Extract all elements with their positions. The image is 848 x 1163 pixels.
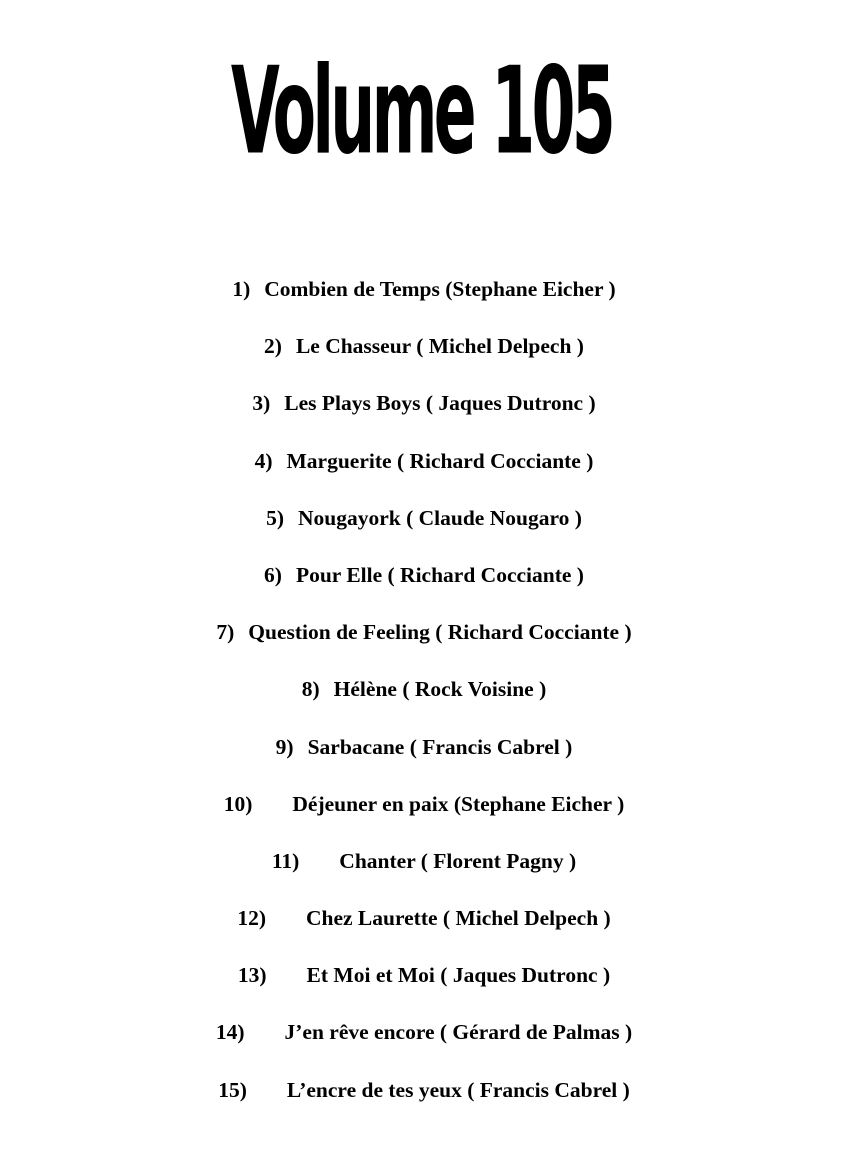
list-item: [0, 842, 848, 899]
track-number: 5): [266, 505, 284, 530]
track-number: 6): [264, 562, 282, 587]
track-number: 14): [215, 1020, 245, 1045]
track-title: Question de Feeling ( Richard Cocciante ): [248, 620, 632, 645]
track-title: Pour Elle ( Richard Cocciante ): [295, 562, 584, 587]
track-title: Les Plays Boys ( Jaques Dutronc ): [284, 391, 596, 416]
list-item: [0, 270, 848, 327]
list-item: [0, 442, 848, 499]
track-title: J’en rêve encore ( Gérard de Palmas ): [284, 1020, 633, 1045]
track-number: 1): [232, 277, 251, 301]
list-item: [0, 1071, 848, 1128]
list-item: [0, 956, 848, 1013]
track-title: Combien de Temps (Stephane Eicher ): [264, 277, 616, 301]
track-title: Et Moi et Moi ( Jaques Dutronc ): [306, 963, 611, 988]
track-title: Sarbacane ( Francis Cabrel ): [307, 734, 573, 759]
list-item: [0, 670, 848, 727]
track-number: 9): [275, 734, 294, 759]
track-title: Le Chasseur ( Michel Delpech ): [295, 334, 584, 359]
track-title: Déjeuner en paix (Stephane Eicher ): [292, 791, 625, 816]
track-title: Nougayork ( Claude Nougaro ): [298, 505, 582, 530]
list-item: [0, 499, 848, 556]
track-number: 12): [237, 906, 266, 931]
track-number: 15): [218, 1077, 247, 1102]
track-number: 10): [223, 791, 253, 816]
track-title: L’encre de tes yeux ( Francis Cabrel ): [286, 1077, 630, 1102]
track-number: 11): [271, 848, 300, 873]
title-container: [0, 41, 848, 182]
track-title: Chanter ( Florent Pagny ): [339, 848, 577, 873]
track-list: [0, 270, 848, 1128]
track-title: Chez Laurette ( Michel Delpech ): [305, 906, 611, 931]
list-item: [0, 613, 848, 670]
list-item: [0, 785, 848, 842]
track-number: 4): [254, 448, 273, 473]
track-title: Hélène ( Rock Voisine ): [333, 677, 547, 702]
track-number: 13): [237, 963, 267, 988]
track-number: 7): [216, 620, 235, 645]
track-title: Marguerite ( Richard Cocciante ): [286, 448, 594, 473]
track-number: 3): [252, 391, 271, 416]
list-item: [0, 327, 848, 384]
list-item: [0, 899, 848, 956]
track-number: 8): [301, 677, 320, 702]
list-item: [0, 1013, 848, 1070]
list-item: [0, 384, 848, 441]
track-number: 2): [264, 334, 282, 359]
list-item: [0, 556, 848, 613]
list-item: [0, 728, 848, 785]
page-title: Volume 105: [230, 41, 612, 182]
